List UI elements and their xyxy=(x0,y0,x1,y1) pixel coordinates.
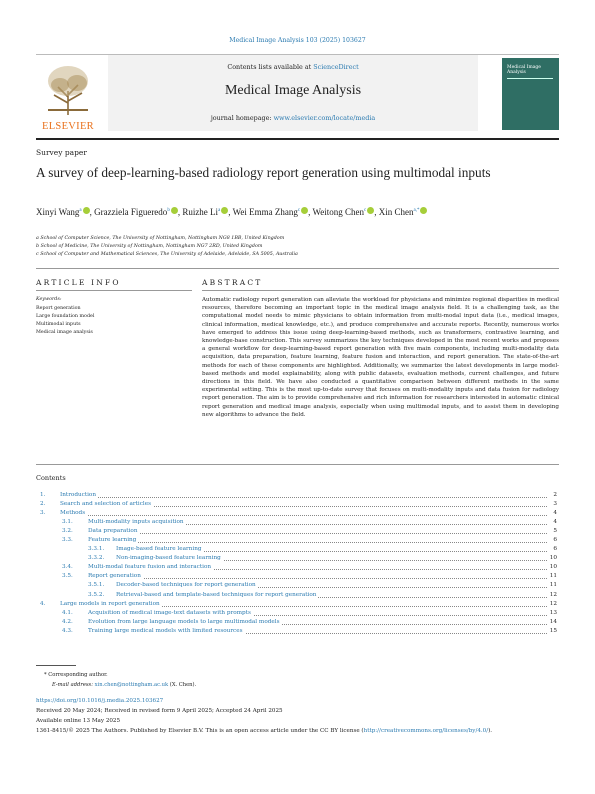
toc-entry[interactable] xyxy=(36,572,559,581)
orcid-icon[interactable] xyxy=(221,207,228,214)
affiliation: b School of Medicine, The University of Nottingham, Nottingham NG7 2RD, United Kingdom xyxy=(36,244,263,250)
copyright-line: 1361-8415/© 2025 The Authors. Published by Elsevier B.V. This is an open access article under the CC BY license (http://creativecommons.org/licenses/by/4.0/). xyxy=(36,728,493,734)
toc-title[interactable]: Multi-modality inputs acquisition xyxy=(88,519,184,526)
toc-title[interactable]: Search and selection of articles xyxy=(60,501,152,508)
toc-leader xyxy=(88,542,547,543)
keyword: Report generation xyxy=(36,306,81,311)
toc-entry[interactable] xyxy=(36,518,559,527)
toc-page-number: 6 xyxy=(553,537,557,544)
toc-entry[interactable] xyxy=(36,545,559,554)
toc-number: 3.5. xyxy=(62,573,73,580)
available-online: Available online 13 May 2025 xyxy=(36,718,121,724)
author[interactable] xyxy=(94,207,178,217)
author[interactable] xyxy=(312,207,374,217)
toc-number: 3. xyxy=(40,510,46,517)
toc-title[interactable]: Data preparation xyxy=(88,528,138,535)
author-name: Ruizhe Li xyxy=(182,207,219,217)
sciencedirect-link[interactable]: ScienceDirect xyxy=(313,63,359,71)
toc-title[interactable]: Retrieval-based and template-based techniques for report generation xyxy=(116,591,317,598)
elsevier-tree-icon xyxy=(42,61,94,117)
cover-title: Medical Image Analysis xyxy=(507,65,541,75)
cover-decoration xyxy=(507,78,553,122)
author[interactable] xyxy=(233,207,309,217)
toc-entry[interactable] xyxy=(36,491,559,500)
toc-page-number: 4 xyxy=(553,510,557,517)
toc-page-number: 6 xyxy=(553,546,557,553)
author[interactable] xyxy=(379,207,428,217)
affiliation-list xyxy=(36,235,516,260)
journal-title: Medical Image Analysis xyxy=(224,83,362,98)
article-info-heading: ARTICLE INFO xyxy=(36,278,121,287)
toc-leader xyxy=(60,515,547,516)
abstract-text: Automatic radiology report generation can alleviate the workload for physicians and minimize regional disparities in medical resources, therefore becoming an important topic in the medical image analysis field. It is a challenging task, as the computational model needs to mimic physicians to obtain information from multi-modal input data (i.e., medical images, clinical information, medical knowledge, etc.), and produce comprehensive and accurate reports. Recently, numerous works have emerged to address this issue using deep-learning-based methods, such as transformers, contrastive learning, and knowledge-base construction. This survey summarizes the key techniques developed in the most recent works and proposes a general workflow for deep-learning-based report generation with five main components, including multi-modality data acquisition, data preparation, feature learning, feature fusion and interaction, and report generation. The state-of-the-art methods for each of these components are highlighted. Additionally, we summarize the latest developments in large model-based methods and model explainability, along with public datasets, evaluation methods, current challenges, and future directions in this field. We have also conducted a quantitative comparison between different methods in the same experimental setting. This is the most up-to-date survey that focuses on multi-modality inputs and data fusion for radiology report generation. The aim is to provide comprehensive and rich information for researchers interested in automatic clinical report generation and medical image analysis, especially when using multimodal inputs, and to assist them in developing new algorithms to advance the field. xyxy=(202,297,559,418)
toc-number: 1. xyxy=(40,492,46,498)
elsevier-logo[interactable] xyxy=(36,61,100,133)
table-of-contents xyxy=(36,491,559,636)
toc-page-number: 15 xyxy=(549,627,557,634)
keyword: Multimodal inputs xyxy=(36,322,81,327)
toc-number: 3.2. xyxy=(62,528,73,535)
toc-page-number: 10 xyxy=(549,555,557,562)
toc-number: 3.4. xyxy=(62,564,73,571)
toc-page-number: 12 xyxy=(549,591,557,598)
toc-title[interactable]: Report generation xyxy=(88,573,141,580)
toc-number: 3.5.1. xyxy=(88,582,105,589)
author-name: Weitong Chen xyxy=(312,207,365,217)
author-name: Grazziela Figueredo xyxy=(94,207,168,217)
keyword: Large foundation model xyxy=(36,314,95,319)
abstract-heading: ABSTRACT xyxy=(202,278,263,287)
toc-page-number: 2 xyxy=(553,492,557,498)
toc-entry[interactable] xyxy=(36,609,559,618)
toc-entry[interactable] xyxy=(36,509,559,518)
license-link[interactable]: http://creativecommons.org/licenses/by/4.0/ xyxy=(363,728,489,734)
toc-entry[interactable] xyxy=(36,600,559,609)
author-affiliation-marker: c xyxy=(364,208,367,213)
divider xyxy=(36,464,559,465)
orcid-icon[interactable] xyxy=(83,207,90,214)
author-affiliation-marker: a xyxy=(79,208,82,213)
toc-number: 3.3. xyxy=(62,537,73,544)
toc-title[interactable]: Non-imaging-based feature learning xyxy=(116,555,221,562)
article-title: A survey of deep-learning-based radiology report generation using multimodal inputs xyxy=(36,165,491,180)
journal-reference-link[interactable]: Medical Image Analysis 103 (2025) 103627 xyxy=(229,37,366,44)
toc-entry[interactable] xyxy=(36,527,559,536)
journal-homepage: journal homepage: www.elsevier.com/locate/media xyxy=(210,114,376,122)
author-name: Xinyi Wang xyxy=(36,207,80,217)
toc-page-number: 4 xyxy=(553,519,557,526)
author-list: Xinyi Wang$^a$ , Grazziela Figueredo$^b$ , Ruizhe Li$^a$ , Wei Emma Zhang$^c$ , Weitong Chen$^c$ , Xin Chen$^{a,*}$ xyxy=(36,204,516,219)
keyword-list xyxy=(36,305,94,337)
divider xyxy=(36,290,192,291)
toc-number: 4. xyxy=(40,600,46,607)
toc-number: 2. xyxy=(40,501,46,508)
email-link[interactable]: xin.chen@nottingham.ac.uk xyxy=(94,682,169,688)
toc-number: 4.3. xyxy=(62,627,73,634)
toc-leader xyxy=(88,578,547,579)
footnote-divider xyxy=(36,665,76,666)
contents-heading: Contents xyxy=(36,474,66,482)
toc-title[interactable]: Large models in report generation xyxy=(60,600,160,607)
orcid-icon[interactable] xyxy=(301,207,308,214)
author[interactable] xyxy=(36,207,90,217)
toc-title[interactable]: Training large medical models with limited resources xyxy=(88,627,243,634)
corresponding-author-note: * Corresponding author. xyxy=(44,672,108,678)
email-note: E-mail address: xin.chen@nottingham.ac.uk (X. Chen). xyxy=(52,682,197,688)
toc-page-number: 12 xyxy=(549,600,557,607)
toc-entry[interactable] xyxy=(36,581,559,590)
toc-number: 4.2. xyxy=(62,618,73,625)
divider xyxy=(202,290,559,291)
contents-availability: Contents lists available at ScienceDirect xyxy=(227,63,359,71)
toc-page-number: 13 xyxy=(549,609,557,616)
toc-leader xyxy=(60,497,547,498)
author-affiliation-marker: b xyxy=(167,208,170,213)
journal-header xyxy=(36,54,559,130)
toc-title[interactable]: Evolution from large language models to large multimodal models xyxy=(88,618,280,625)
homepage-link[interactable]: www.elsevier.com/locate/media xyxy=(273,114,376,122)
publisher-name: ELSEVIER xyxy=(42,121,94,132)
keyword: Medical image analysis xyxy=(36,330,93,335)
toc-number: 3.5.2. xyxy=(88,591,105,598)
paper-type: Survey paper xyxy=(36,148,87,157)
toc-number: 3.3.1. xyxy=(88,546,105,553)
keywords-label: Keywords: xyxy=(36,297,62,302)
toc-entry[interactable] xyxy=(36,536,559,545)
toc-title[interactable]: Decoder-based techniques for report generation xyxy=(116,582,256,589)
toc-title[interactable]: Multi-modal feature fusion and interaction xyxy=(88,564,212,571)
doi-link[interactable]: https://doi.org/10.1016/j.media.2025.103627 xyxy=(36,698,164,704)
toc-leader xyxy=(88,533,547,534)
affiliation: a School of Computer Science, The University of Nottingham, Nottingham NG8 1BB, United Kingdom xyxy=(36,236,285,241)
toc-page-number: 5 xyxy=(553,528,557,535)
author-name: Wei Emma Zhang xyxy=(232,207,298,217)
affiliation: c School of Computer and Mathematical Sciences, The University of Adelaide, Adelaide, SA 5005, Australia xyxy=(36,252,298,258)
toc-title[interactable]: Image-based feature learning xyxy=(116,546,202,553)
author-affiliation-marker: a xyxy=(218,208,221,213)
toc-number: 3.3.2. xyxy=(88,555,105,562)
received-dates: Received 20 May 2024; Received in revised form 9 April 2025; Accepted 24 April 2025 xyxy=(36,708,283,714)
toc-page-number: 14 xyxy=(549,618,557,625)
author-name: Xin Chen xyxy=(378,207,414,217)
toc-title[interactable]: Introduction xyxy=(60,492,97,498)
orcid-icon[interactable] xyxy=(420,207,427,214)
toc-entry[interactable] xyxy=(36,563,559,572)
toc-page-number: 11 xyxy=(549,582,557,589)
toc-entry[interactable] xyxy=(36,500,559,509)
journal-masthead xyxy=(108,55,478,131)
toc-title[interactable]: Feature learning xyxy=(88,537,137,544)
author[interactable] xyxy=(182,207,228,217)
author-affiliation-marker: a,* xyxy=(413,208,420,213)
toc-number: 3.1. xyxy=(62,519,73,526)
orcid-icon[interactable] xyxy=(171,207,178,214)
orcid-icon[interactable] xyxy=(367,207,374,214)
toc-entry[interactable] xyxy=(36,591,559,600)
journal-cover-image[interactable] xyxy=(502,58,559,130)
toc-entry[interactable] xyxy=(36,554,559,563)
divider xyxy=(36,268,559,269)
toc-title[interactable]: Methods xyxy=(60,510,86,517)
author-affiliation-marker: c xyxy=(297,208,301,213)
toc-page-number: 11 xyxy=(549,573,557,580)
toc-entry[interactable] xyxy=(36,618,559,627)
divider xyxy=(36,138,559,140)
toc-page-number: 10 xyxy=(549,564,557,571)
toc-number: 4.1. xyxy=(62,609,73,616)
toc-entry[interactable] xyxy=(36,627,559,636)
toc-page-number: 3 xyxy=(553,501,557,508)
toc-title[interactable]: Acquisition of medical image-text datasets with prompts xyxy=(88,609,251,616)
